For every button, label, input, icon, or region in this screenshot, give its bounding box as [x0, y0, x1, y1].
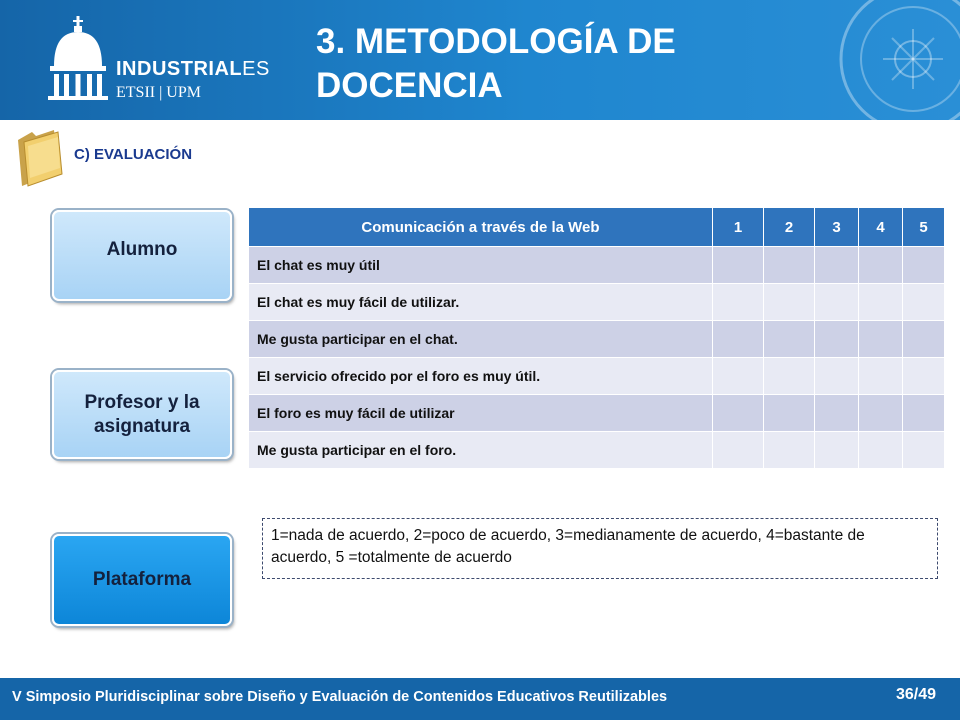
rating-cell — [764, 358, 815, 395]
rating-cell — [764, 247, 815, 284]
rating-cell — [713, 321, 764, 358]
section-subtitle: C) EVALUACIÓN — [74, 146, 193, 163]
survey-item: El chat es muy útil — [249, 247, 713, 284]
rating-cell — [815, 321, 859, 358]
rating-cell — [815, 358, 859, 395]
rating-cell — [815, 247, 859, 284]
rating-cell — [903, 321, 945, 358]
table-row — [249, 284, 945, 321]
rating-cell — [859, 247, 903, 284]
dome-logo-icon — [48, 16, 108, 102]
slide-footer — [0, 678, 960, 720]
scale-header: 2 — [764, 208, 815, 247]
rating-cell — [713, 284, 764, 321]
slide-title: 3. METODOLOGÍA DE DOCENCIA — [316, 22, 676, 105]
category-plataforma: Plataforma — [52, 534, 232, 626]
survey-item: Me gusta participar en el chat. — [249, 321, 713, 358]
survey-item: El servicio ofrecido por el foro es muy útil. — [249, 358, 713, 395]
table-row — [249, 432, 945, 469]
survey-item: El foro es muy fácil de utilizar — [249, 395, 713, 432]
rating-cell — [859, 284, 903, 321]
scale-header: 3 — [815, 208, 859, 247]
folder-icon — [14, 128, 64, 190]
rating-cell — [903, 284, 945, 321]
rating-cell — [903, 395, 945, 432]
scale-header: 5 — [903, 208, 945, 247]
rating-cell — [859, 321, 903, 358]
table-header-label: Comunicación a través de la Web — [249, 208, 713, 247]
rating-cell — [713, 247, 764, 284]
rating-cell — [764, 432, 815, 469]
table-row — [249, 247, 945, 284]
footer-text: V Simposio Pluridisciplinar sobre Diseño y Evaluación de Contenidos Educativos Reutilizables — [12, 689, 668, 705]
rating-cell — [859, 358, 903, 395]
rating-cell — [903, 247, 945, 284]
category-profesor: Profesor y la asignatura — [52, 370, 232, 459]
page-number: 36/49 — [896, 686, 937, 703]
scale-header: 4 — [859, 208, 903, 247]
brand-name: INDUSTRIALES — [116, 58, 270, 80]
rating-cell — [815, 284, 859, 321]
university-seal-icon — [838, 0, 960, 120]
rating-cell — [903, 432, 945, 469]
table-row — [249, 321, 945, 358]
rating-cell — [764, 321, 815, 358]
scale-header: 1 — [713, 208, 764, 247]
rating-cell — [764, 395, 815, 432]
rating-cell — [903, 358, 945, 395]
category-alumno: Alumno — [52, 210, 232, 301]
rating-cell — [859, 432, 903, 469]
rating-cell — [713, 432, 764, 469]
rating-cell — [713, 358, 764, 395]
survey-item: El chat es muy fácil de utilizar. — [249, 284, 713, 321]
slide-header — [0, 0, 960, 120]
table-row — [249, 395, 945, 432]
brand-subtitle: ETSII | UPM — [116, 84, 201, 101]
rating-cell — [815, 432, 859, 469]
rating-cell — [859, 395, 903, 432]
rating-cell — [764, 284, 815, 321]
rating-cell — [815, 395, 859, 432]
table-header-row — [249, 208, 945, 247]
survey-table — [248, 207, 945, 469]
table-row — [249, 358, 945, 395]
rating-cell — [713, 395, 764, 432]
survey-item: Me gusta participar en el foro. — [249, 432, 713, 469]
rating-scale-legend: 1=nada de acuerdo, 2=poco de acuerdo, 3=medianamente de acuerdo, 4=bastante de acuerdo, 5 =totalmente de acuerdo — [262, 518, 938, 579]
